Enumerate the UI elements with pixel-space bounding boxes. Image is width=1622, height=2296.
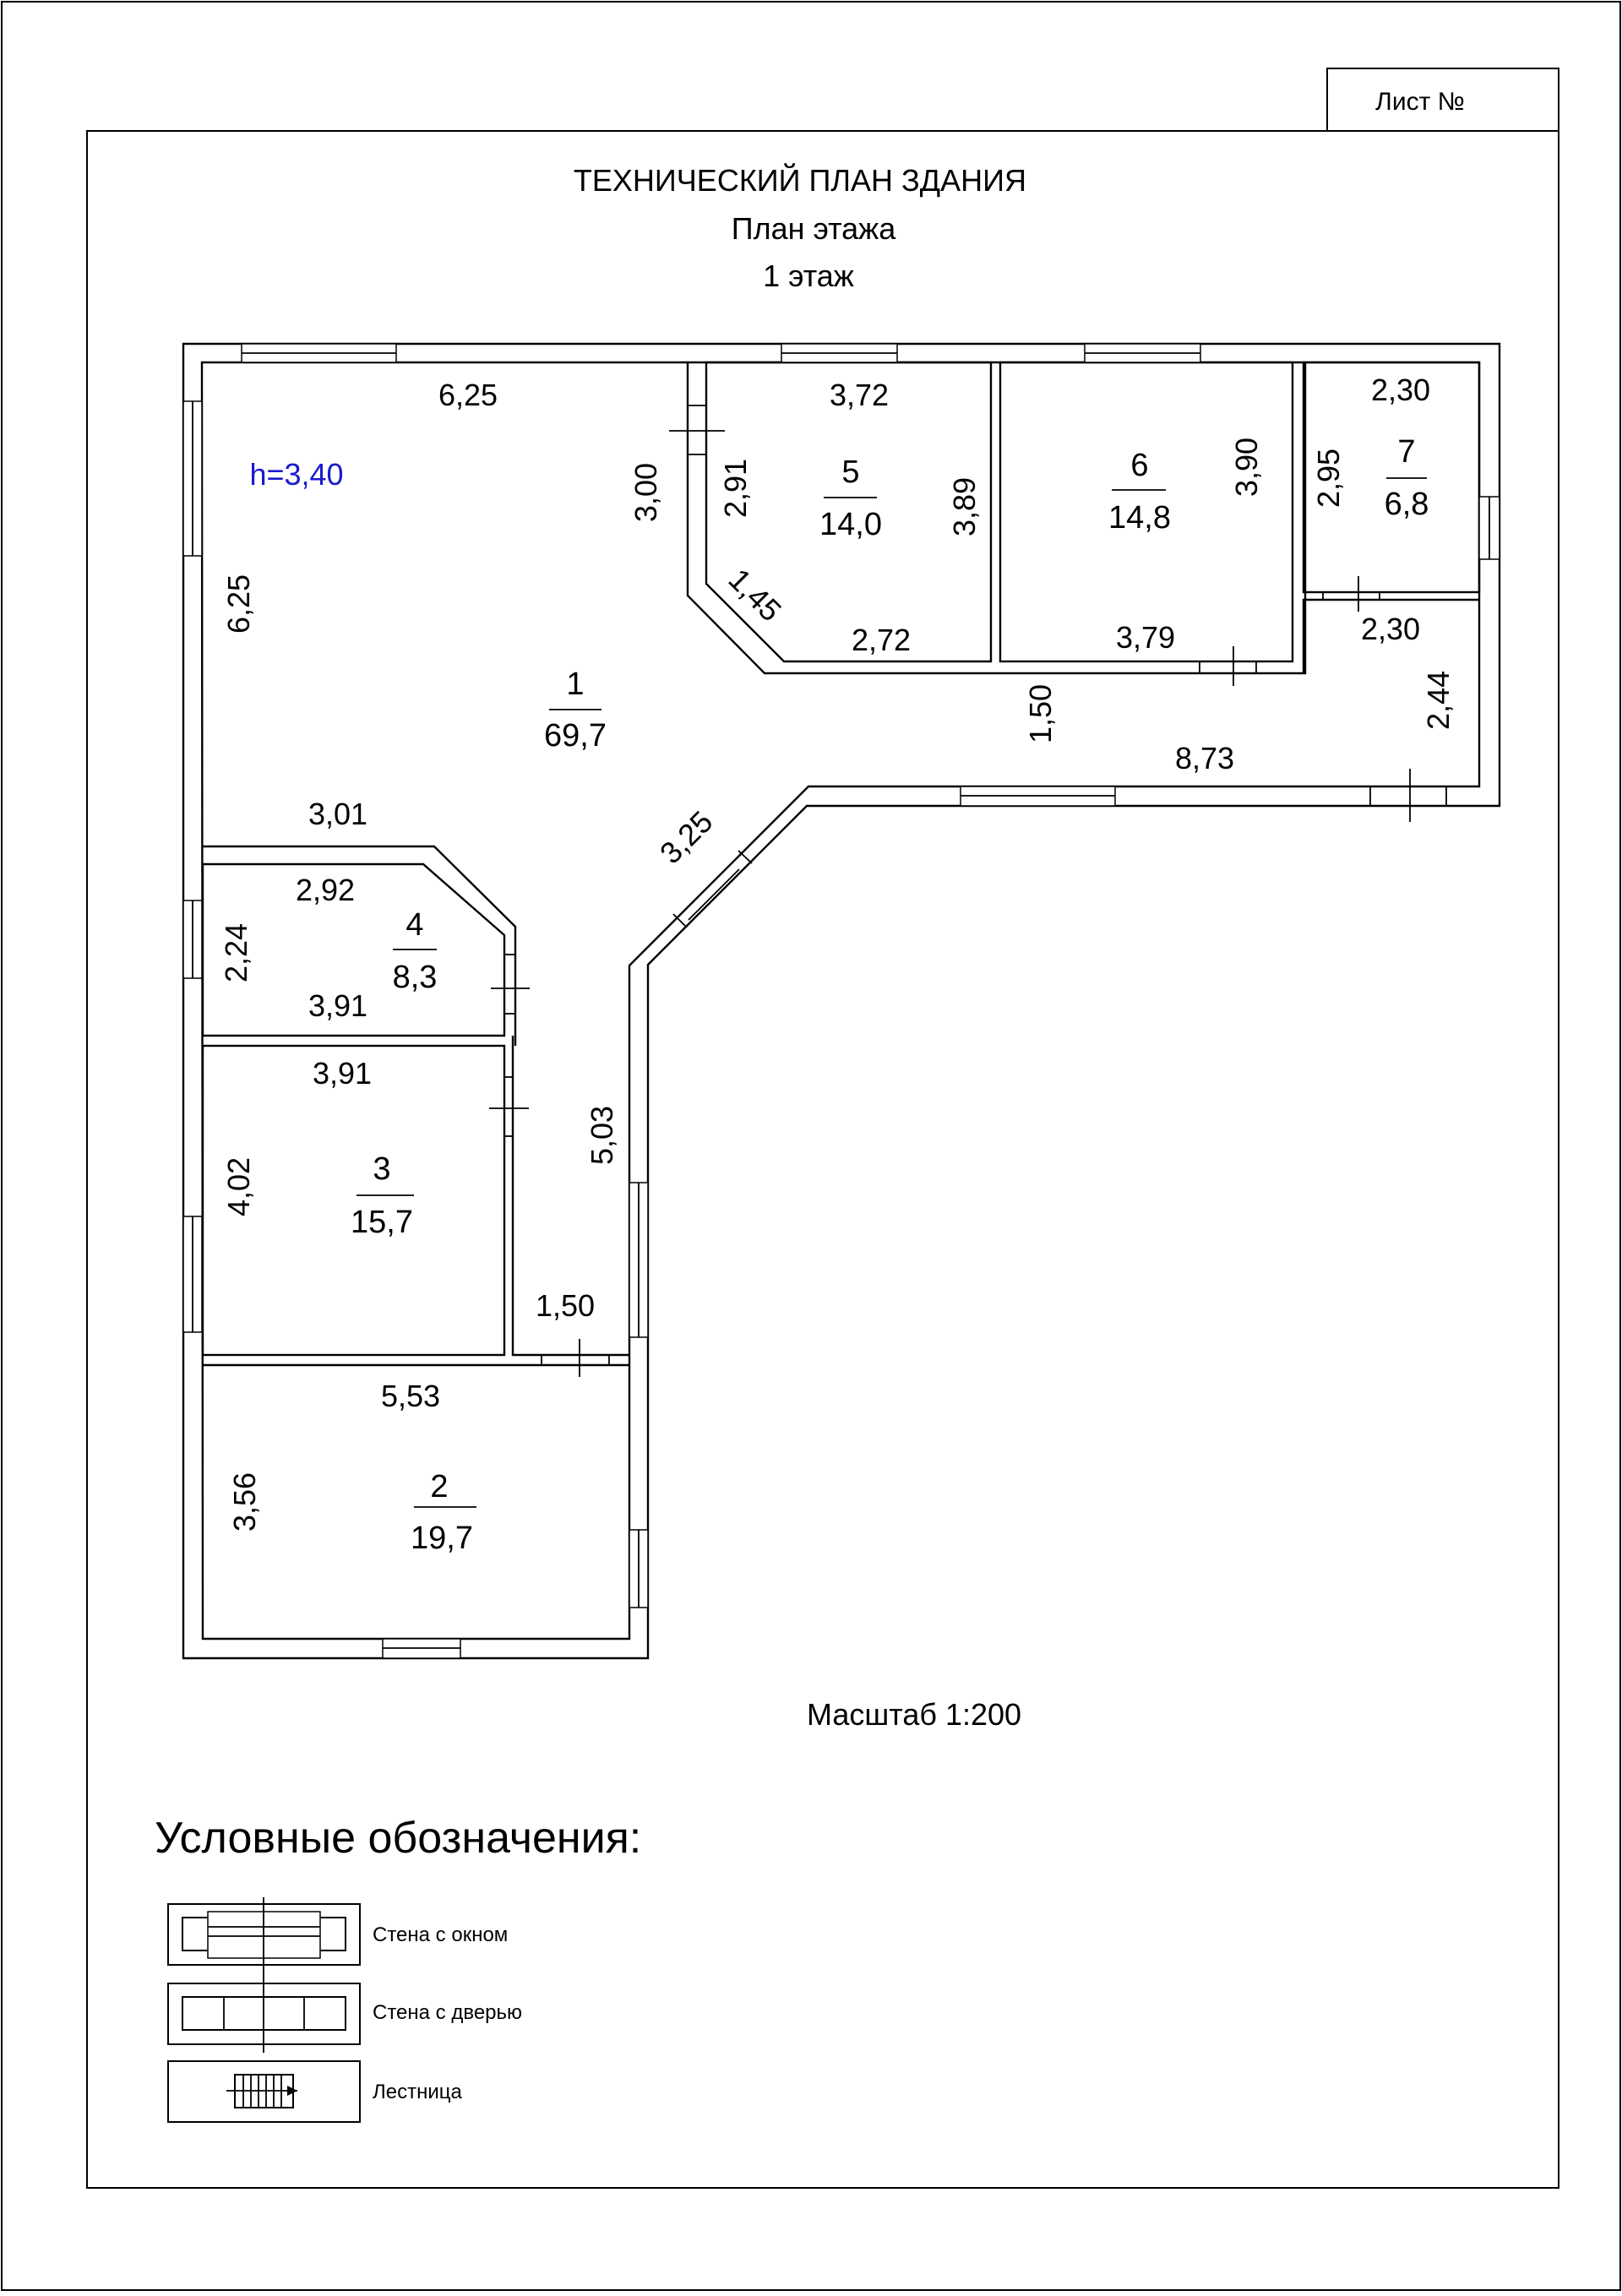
room-6-number: 6 [1130,448,1149,483]
dim-r1-hall-w: 1,50 [535,1288,596,1323]
legend-stairs-outer [168,2061,360,2122]
dim-r2-left: 3,56 [227,1472,262,1532]
room-5-area: 14,0 [819,507,882,542]
dim-r1-inner: 5,03 [585,1105,619,1166]
dim-r6-right: 3,90 [1229,437,1264,498]
room-4-area: 8,3 [392,960,438,995]
room-2-number: 2 [430,1469,449,1504]
room-3-number: 3 [373,1151,391,1187]
legend-stairs-symbol [168,2061,360,2122]
dim-r1-bottom: 8,73 [1174,741,1235,775]
corridor-wall [688,362,1305,673]
door-diag-tick [689,869,739,920]
dim-r1-corridor: 1,50 [1023,683,1058,744]
dim-r5-right: 3,89 [947,476,982,537]
legend-stairs-label: Лестница [373,2081,462,2103]
dim-r4-left: 2,24 [219,922,253,983]
dim-vestibule-right: 2,44 [1421,670,1456,731]
ceiling-height-note: h=3,40 [249,457,344,492]
dim-r1-step: 3,01 [308,797,368,831]
sheet-number-label: Лист № [1375,88,1465,116]
room-3-area: 15,7 [351,1205,413,1240]
room-1-area: 69,7 [544,718,607,754]
door-diag-frame-2 [738,851,752,863]
dim-r7-top: 2,30 [1370,373,1431,407]
room-labels [351,434,1429,1556]
room-1-number: 1 [566,666,585,702]
dim-r4-bottom: 3,91 [308,988,368,1023]
plan-title: ТЕХНИЧЕСКИЙ ПЛАН ЗДАНИЯ [573,163,1027,198]
dimension-labels [219,373,1456,1532]
dim-r4-top: 2,92 [295,873,356,907]
room-5-number: 5 [841,454,860,490]
dim-r1-left: 6,25 [221,574,256,634]
dim-r5-diag: 1,45 [721,561,789,628]
dim-r5-bottom: 2,72 [851,623,912,657]
dim-r2-top: 5,53 [380,1379,441,1413]
legend-door-label: Стена с дверью [373,2001,523,2024]
room-4-number: 4 [406,907,424,943]
dim-r3-top: 3,91 [312,1056,373,1091]
legend-title: Условные обозначения: [155,1814,642,1863]
drawing-frame [87,131,1559,2188]
scale-label: Масштаб 1:200 [806,1697,1022,1732]
legend-door-symbol [168,1977,360,2053]
floor-label: 1 этаж [763,258,854,293]
plan-subtitle: План этажа [731,211,896,246]
room-7-number: 7 [1397,434,1416,470]
legend-window-label: Стена с окном [373,1923,509,1946]
legend-window-symbol [168,1897,360,1977]
room-6-area: 14,8 [1108,500,1171,536]
dim-r7-left: 2,95 [1311,448,1346,509]
dim-r7-bottom: 2,30 [1360,612,1421,646]
dim-r1-partition: 3,00 [629,462,663,523]
dim-r5-left: 2,91 [718,458,753,519]
dim-r1-diag: 3,25 [652,803,720,871]
outer-wall-inner-line [202,362,1479,1639]
dim-r3-left: 4,02 [221,1156,256,1217]
room-7-area: 6,8 [1384,487,1429,522]
dim-r5-top: 3,72 [829,378,890,412]
dim-r1-top: 6,25 [438,378,498,412]
room-2-area: 19,7 [411,1521,473,1556]
dim-r6-bottom: 3,79 [1115,620,1176,655]
